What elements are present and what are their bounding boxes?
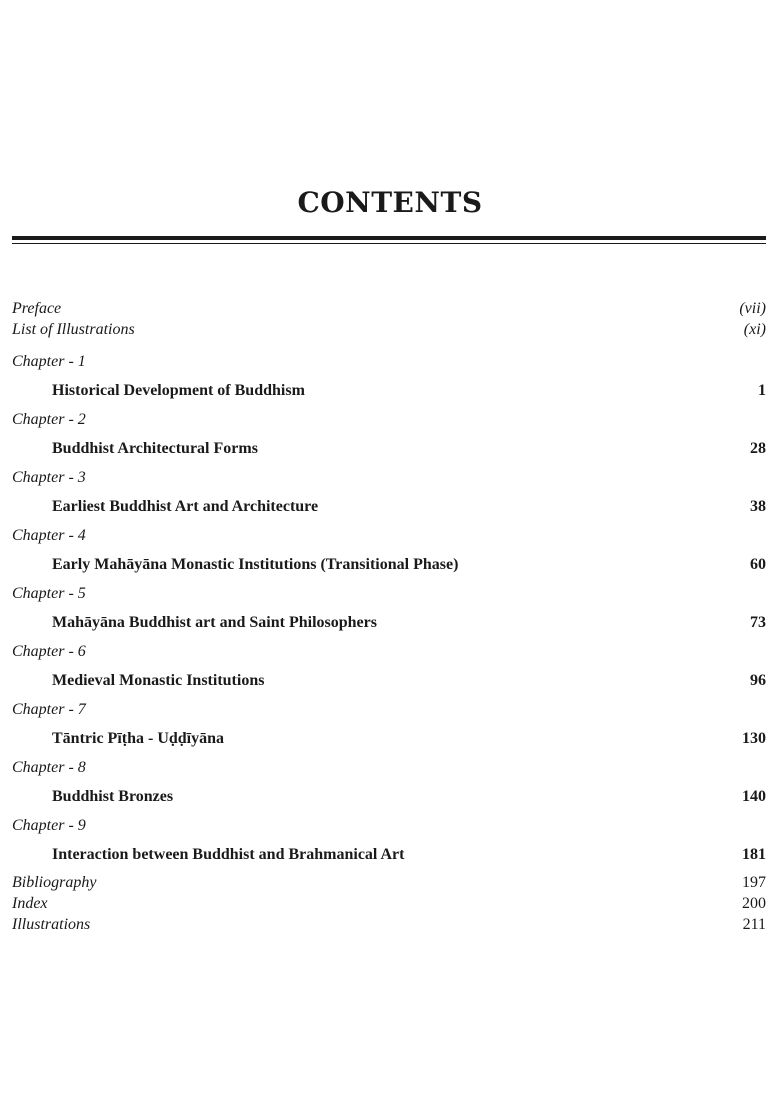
toc-entry-chapter-1[interactable] bbox=[12, 382, 766, 404]
chapter-heading-5 bbox=[12, 585, 766, 607]
toc-entry-bibliography[interactable] bbox=[12, 874, 766, 896]
chapter-heading-8 bbox=[12, 759, 766, 781]
entry-page: 130 bbox=[742, 730, 766, 747]
chapter-heading-3 bbox=[12, 469, 766, 491]
entry-page: 28 bbox=[750, 440, 766, 457]
entry-page: 38 bbox=[750, 498, 766, 515]
chapter-heading-9 bbox=[12, 817, 766, 839]
toc-entry-chapter-3[interactable] bbox=[12, 498, 766, 520]
entry-page: 200 bbox=[742, 895, 766, 912]
chapter-title: Early Mahāyāna Monastic Institutions (Transitional Phase) bbox=[52, 556, 459, 573]
entry-label: Illustrations bbox=[12, 916, 91, 933]
chapter-title: Historical Development of Buddhism bbox=[52, 382, 305, 399]
toc-entry-chapter-4[interactable] bbox=[12, 556, 766, 578]
toc-entry-list-of-illustrations[interactable] bbox=[12, 321, 766, 343]
entry-page: 1 bbox=[758, 382, 766, 399]
toc-entry-index[interactable] bbox=[12, 895, 766, 917]
entry-label: List of Illustrations bbox=[12, 321, 135, 338]
toc-entry-chapter-5[interactable] bbox=[12, 614, 766, 636]
chapter-heading-6 bbox=[12, 643, 766, 665]
chapter-number: Chapter - 9 bbox=[12, 817, 86, 834]
chapter-number: Chapter - 7 bbox=[12, 701, 86, 718]
chapter-heading-4 bbox=[12, 527, 766, 549]
entry-page: 211 bbox=[742, 916, 766, 933]
chapter-title: Tāntric Pīṭha - Uḍḍīyāna bbox=[52, 730, 225, 747]
toc-entry-chapter-7[interactable] bbox=[12, 730, 766, 752]
entry-page: (vii) bbox=[739, 300, 766, 317]
chapter-number: Chapter - 6 bbox=[12, 643, 86, 660]
chapter-number: Chapter - 8 bbox=[12, 759, 86, 776]
chapter-title: Buddhist Architectural Forms bbox=[52, 440, 258, 457]
toc-entry-illustrations[interactable] bbox=[12, 916, 766, 938]
chapter-heading-1 bbox=[12, 353, 766, 375]
page-title: CONTENTS bbox=[297, 186, 483, 219]
chapter-number: Chapter - 4 bbox=[12, 527, 86, 544]
toc-entry-chapter-8[interactable] bbox=[12, 788, 766, 810]
chapter-title: Buddhist Bronzes bbox=[52, 788, 174, 805]
entry-page: 96 bbox=[750, 672, 766, 689]
entry-page: 181 bbox=[742, 846, 766, 863]
chapter-title: Earliest Buddhist Art and Architecture bbox=[52, 498, 319, 515]
toc-entry-chapter-2[interactable] bbox=[12, 440, 766, 462]
entry-page: 73 bbox=[750, 614, 766, 631]
entry-page: 60 bbox=[750, 556, 766, 573]
entry-page: 197 bbox=[742, 874, 766, 891]
chapter-number: Chapter - 3 bbox=[12, 469, 86, 486]
toc-entry-chapter-9[interactable] bbox=[12, 846, 766, 868]
entry-label: Preface bbox=[12, 300, 62, 317]
title-rule-thick bbox=[12, 236, 766, 240]
chapter-heading-7 bbox=[12, 701, 766, 723]
entry-page: (xi) bbox=[743, 321, 766, 338]
chapter-number: Chapter - 5 bbox=[12, 585, 86, 602]
chapter-number: Chapter - 2 bbox=[12, 411, 86, 428]
entry-label: Index bbox=[12, 895, 48, 912]
entry-label: Bibliography bbox=[12, 874, 97, 891]
toc-entry-chapter-6[interactable] bbox=[12, 672, 766, 694]
chapter-heading-2 bbox=[12, 411, 766, 433]
entry-page: 140 bbox=[742, 788, 766, 805]
chapter-title: Interaction between Buddhist and Brahmanical Art bbox=[52, 846, 405, 863]
toc-entry-preface[interactable] bbox=[12, 300, 766, 322]
chapter-title: Medieval Monastic Institutions bbox=[52, 672, 265, 689]
title-rule-thin bbox=[12, 243, 766, 244]
chapter-title: Mahāyāna Buddhist art and Saint Philosophers bbox=[52, 614, 377, 631]
chapter-number: Chapter - 1 bbox=[12, 353, 86, 370]
